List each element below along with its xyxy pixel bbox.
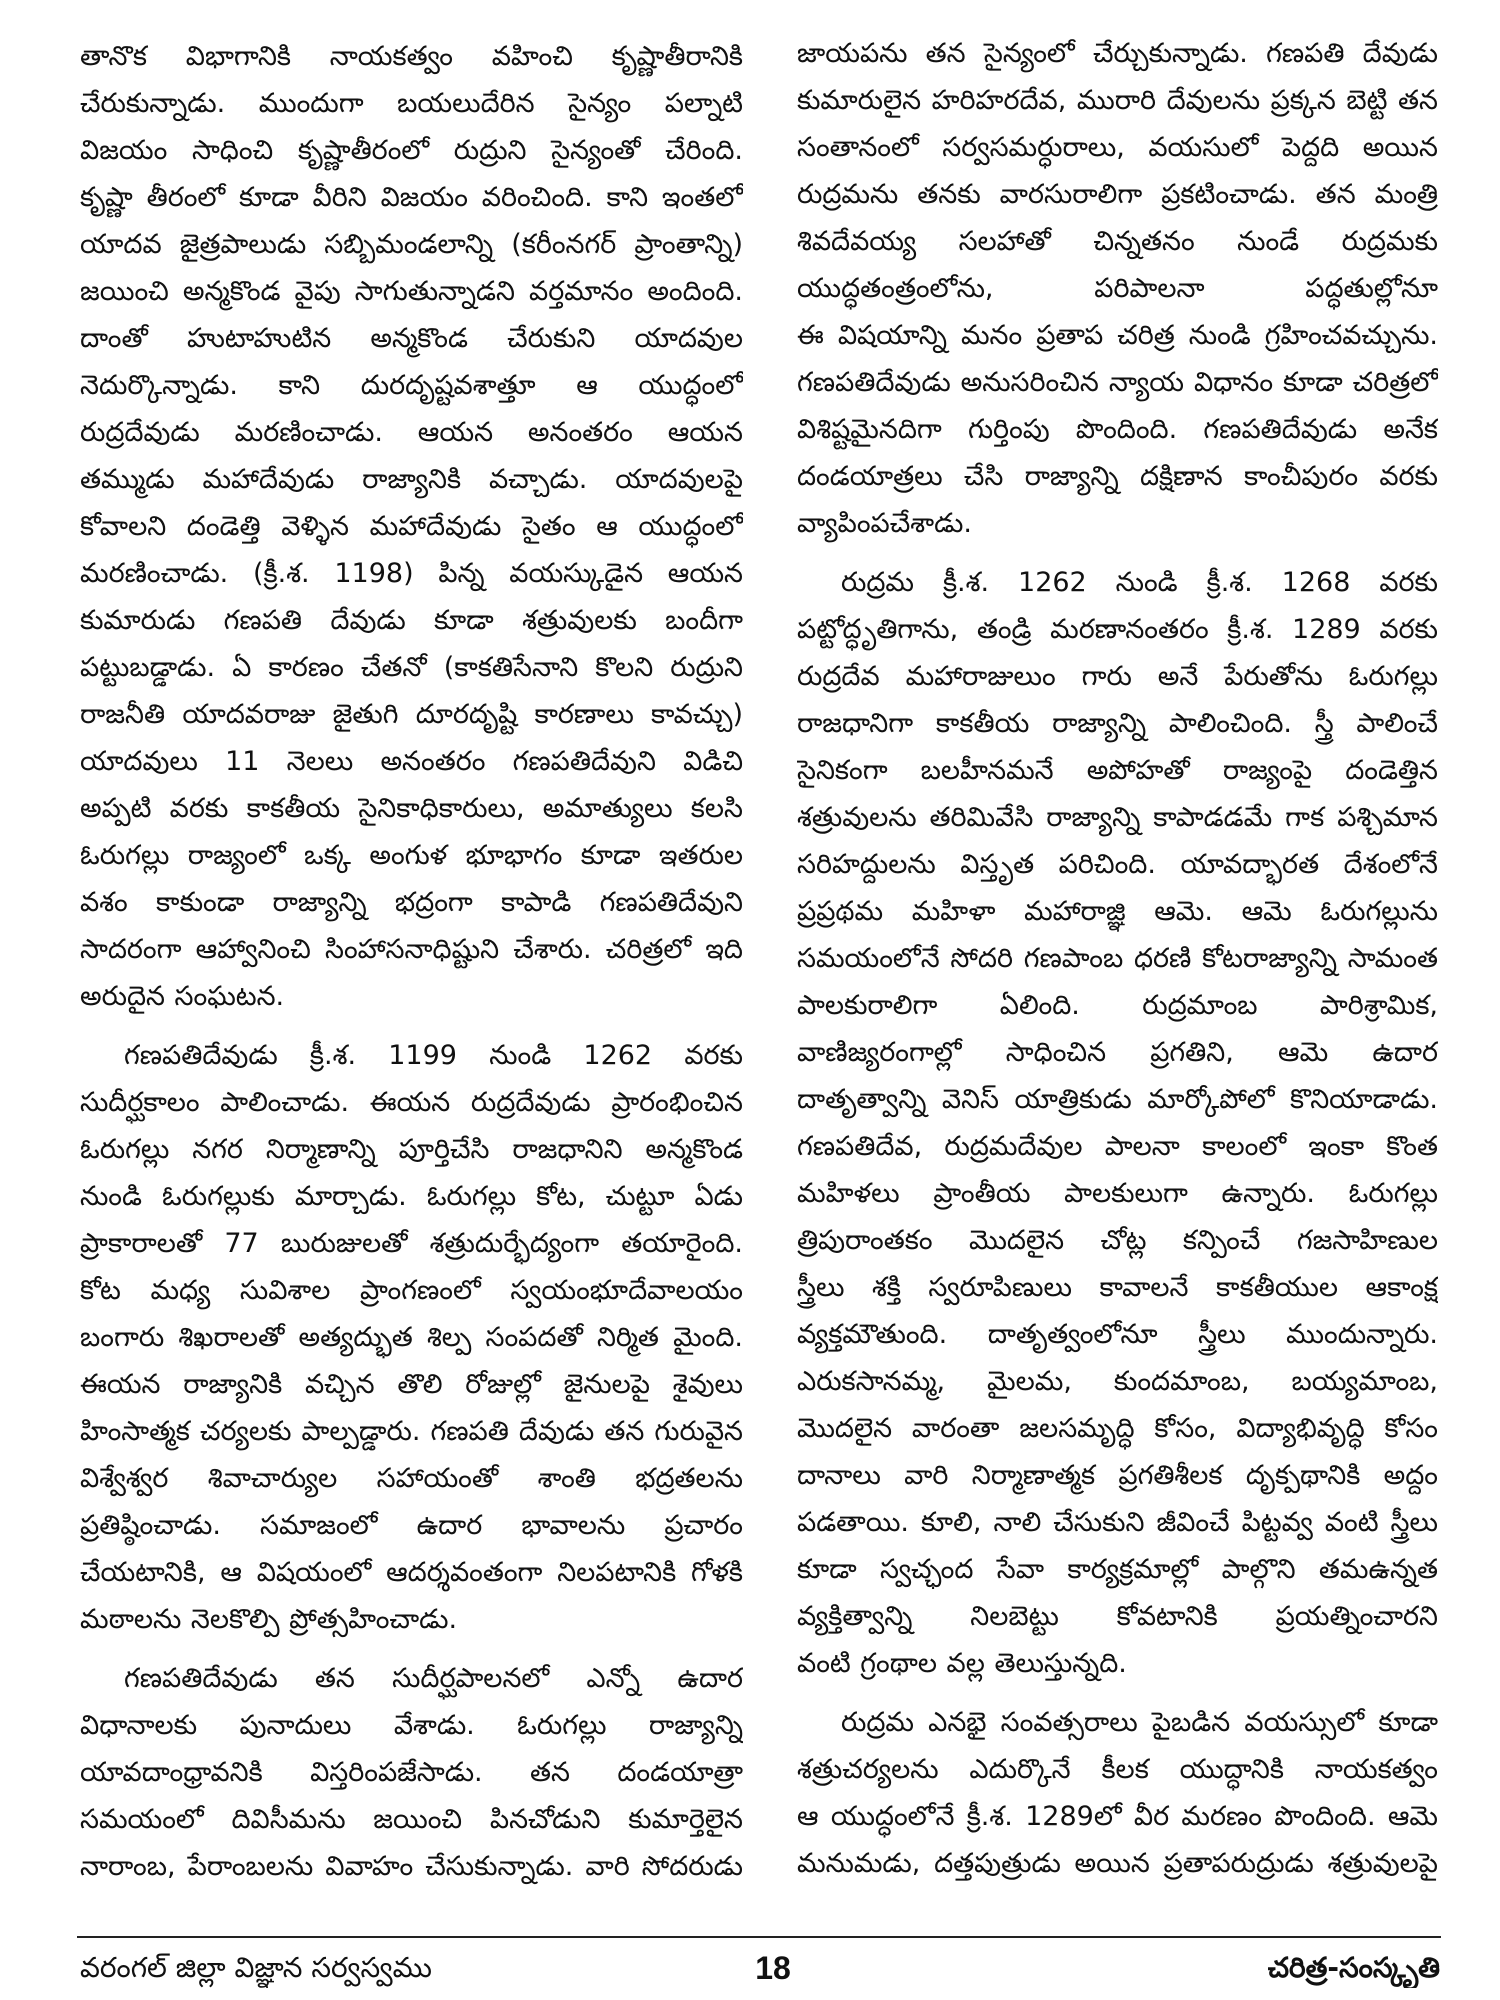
text-line: అరుదైన సంఘటన. — [80, 981, 285, 1012]
paragraph — [797, 559, 1438, 1687]
text-line: యాదవ జైత్రపాలుడు సబ్బిమండలాన్ని (కరీంనగర్ ప్రాంతాన్ని) — [80, 229, 743, 260]
footer-book-title: వరంగల్ జిల్లా విజ్ఞాన సర్వస్వము — [80, 1951, 432, 1984]
text-line: దానాలు వారి నిర్మాణాత్మక ప్రగతిశీలక దృక్పథానికి అద్దం — [797, 1460, 1438, 1491]
text-line: సాదరంగా ఆహ్వానించి సింహాసనాధిష్టుని చేశారు. చరిత్రలో ఇది — [80, 934, 743, 965]
text-line: దాంతో హుటాహుటిన అన్మకొండ చేరుకుని యాదవుల — [80, 323, 743, 354]
text-line: మొదలైన వారంతా జలసమృద్ధి కోసం, విద్యాభివృద్ధి కోసం — [797, 1413, 1438, 1444]
text-line: గణపతిదేవుడు అనుసరించిన న్యాయ విధానం కూడా చరిత్రలో — [797, 367, 1438, 398]
text-line: సంతానంలో సర్వసమర్ధురాలు, వయసులో పెద్దది అయిన — [797, 132, 1438, 163]
text-line: రుద్రమ క్రీ.శ. 1262 నుండి క్రీ.శ. 1268 వరకు — [841, 567, 1438, 598]
text-line: రుద్రమ ఎనభై సంవత్సరాలు పైబడిన వయస్సులో కూడా — [841, 1707, 1438, 1738]
text-line: త్రిపురాంతకం మొదలైన చోట్ల కన్పించే గజసాహిణుల — [797, 1225, 1438, 1256]
paragraph — [80, 1032, 743, 1643]
text-line: ఓరుగల్లు రాజ్యంలో ఒక్క అంగుళ భూభాగం కూడా ఇతరుల — [80, 840, 743, 871]
text-line: విశిష్టమైనదిగా గుర్తింపు పొందింది. గణపతిదేవుడు అనేక — [797, 414, 1438, 445]
text-line: సైనికంగా బలహీనమనే అపోహతో రాజ్యంపై దండెత్తిన — [797, 755, 1438, 786]
text-line: ఓరుగల్లు నగర నిర్మాణాన్ని పూర్తిచేసి రాజధానిని అన్మకొండ — [80, 1134, 743, 1165]
text-line: వశం కాకుండా రాజ్యాన్ని భద్రంగా కాపాడి గణపతిదేవుని — [80, 887, 743, 918]
text-line: ఈయన రాజ్యానికి వచ్చిన తొలి రోజుల్లో జైనులపై శైవులు — [80, 1369, 743, 1400]
text-line: ఈ విషయాన్ని మనం ప్రతాప చరిత్ర నుండి గ్రహించవచ్చును. — [797, 320, 1438, 351]
text-line: రాజనీతి యాదవరాజు జైతుగి దూరదృష్టి కారణాలు కావచ్చు) — [80, 699, 743, 730]
text-line: పట్టుబడ్డాడు. ఏ కారణం చేతనో (కాకతిసేనాని కొలని రుద్రుని — [80, 652, 743, 683]
text-line: విధానాలకు పునాదులు వేశాడు. ఓరుగల్లు రాజ్యాన్ని — [80, 1710, 743, 1741]
text-line: ప్రాకారాలతో 77 బురుజులతో శత్రుదుర్భేద్యంగా తయారైంది. — [80, 1228, 743, 1259]
text-line: దాతృత్వాన్ని వెనిస్ యాత్రికుడు మార్కోపోలో కొనియాడాడు. — [797, 1084, 1438, 1115]
text-line: మరణించాడు. (క్రీ.శ. 1198) పిన్న వయస్కుడైన ఆయన — [80, 558, 743, 589]
left-column — [80, 33, 743, 1902]
text-line: అప్పటి వరకు కాకతీయ సైనికాధికారులు, అమాత్యులు కలసి — [80, 793, 743, 824]
text-line: రాజధానిగా కాకతీయ రాజ్యాన్ని పాలించింది. స్త్రీ పాలించే — [797, 708, 1438, 739]
text-line: విశ్వేశ్వర శివాచార్యుల సహాయంతో శాంతి భద్రతలను — [80, 1463, 743, 1494]
text-line: తానొక విభాగానికి నాయకత్వం వహించి కృష్ణాతీరానికి — [80, 41, 743, 72]
text-line: సరిహద్దులను విస్తృత పరిచింది. యావద్భారత దేశంలోనే — [797, 849, 1438, 880]
text-line: కోవాలని దండెత్తి వెళ్ళిన మహాదేవుడు సైతం ఆ యుద్ధంలో — [80, 511, 743, 542]
text-line: ఎరుకసానమ్మ, మైలమ, కుందమాంబ, బయ్యమాంబ, — [797, 1366, 1438, 1397]
text-line: తమ్ముడు మహాదేవుడు రాజ్యానికి వచ్చాడు. యాదవులపై — [80, 464, 743, 495]
text-line: మఠాలను నెలకొల్పి ప్రోత్సహించాడు. — [80, 1604, 458, 1635]
text-line: కుమారులైన హరిహరదేవ, మురారి దేవులను ప్రక్కన బెట్టి తన — [797, 85, 1438, 116]
text-line: గణపతిదేవ, రుద్రమదేవుల పాలనా కాలంలో ఇంకా కొంత — [797, 1131, 1438, 1162]
text-line: యావదాంధ్రావనికి విస్తరింపజేసాడు. తన దండయాత్రా — [80, 1757, 743, 1788]
text-line: చేరుకున్నాడు. ముందుగా బయలుదేరిన సైన్యం పల్నాటి — [80, 88, 743, 119]
text-line: సుదీర్ఘకాలం పాలించాడు. ఈయన రుద్రదేవుడు ప్రారంభించిన — [80, 1087, 743, 1118]
text-line: వ్యాపింపచేశాడు. — [797, 508, 972, 539]
text-line: వంటి గ్రంథాల వల్ల తెలుస్తున్నది. — [797, 1648, 1127, 1679]
text-line: జాయపను తన సైన్యంలో చేర్చుకున్నాడు. గణపతి దేవుడు — [797, 38, 1438, 69]
text-line: ఆ యుద్ధంలోనే క్రీ.శ. 1289లో వీర మరణం పొందింది. ఆమె — [797, 1801, 1438, 1832]
text-line: స్త్రీలు శక్తి స్వరూపిణులు కావాలనే కాకతీయుల ఆకాంక్ష — [797, 1272, 1438, 1303]
paragraph — [80, 33, 743, 1020]
text-line: దండయాత్రలు చేసి రాజ్యాన్ని దక్షిణాన కాంచీపురం వరకు — [797, 461, 1438, 492]
text-line: యాదవులు 11 నెలలు అనంతరం గణపతిదేవుని విడిచి — [80, 746, 743, 777]
text-line: వ్యక్తమౌతుంది. దాతృత్వంలోనూ స్త్రీలు ముందున్నారు. — [797, 1319, 1438, 1350]
text-line: వ్యక్తిత్వాన్ని నిలబెట్టు కోవటానికి ప్రయత్నించారని — [797, 1601, 1438, 1632]
text-line: గణపతిదేవుడు క్రీ.శ. 1199 నుండి 1262 వరకు — [124, 1040, 743, 1071]
text-line: బంగారు శిఖరాలతో అత్యద్భుత శిల్ప సంపదతో నిర్మిత మైంది. — [80, 1322, 743, 1353]
text-line: గణపతిదేవుడు తన సుదీర్ఘపాలనలో ఎన్నో ఉదార — [124, 1663, 743, 1694]
text-line: రుద్రమను తనకు వారసురాలిగా ప్రకటించాడు. తన మంత్రి — [797, 179, 1438, 210]
text-line: ప్రప్రథమ మహిళా మహారాజ్ఞి ఆమె. ఆమె ఓరుగల్లును — [797, 896, 1438, 927]
paragraph — [797, 30, 1438, 547]
text-line: సమయంలోనే సోదరి గణపాంబ ధరణి కోటరాజ్యాన్ని సామంత — [797, 943, 1438, 974]
text-line: జయించి అన్మకొండ వైపు సాగుతున్నాడని వర్తమానం అందింది. — [80, 276, 743, 307]
text-line: కృష్ణా తీరంలో కూడా వీరిని విజయం వరించింది. కాని ఇంతలో — [80, 182, 743, 213]
text-line: పట్టోద్ధృతిగాను, తండ్రి మరణానంతరం క్రీ.శ. 1289 వరకు — [797, 614, 1438, 645]
footer-rule — [77, 1936, 1441, 1938]
footer-section-title: చరిత్ర-సంస్కృతి — [1267, 1951, 1440, 1984]
text-line: నెదుర్కొన్నాడు. కాని దురదృష్టవశాత్తూ ఆ యుద్ధంలో — [80, 370, 743, 401]
paragraph — [80, 1655, 743, 1890]
text-line: మహిళలు ప్రాంతీయ పాలకులుగా ఉన్నారు. ఓరుగల్లు — [797, 1178, 1438, 1209]
text-line: చేయటానికి, ఆ విషయంలో ఆదర్శవంతంగా నిలపటానికి గోళకి — [80, 1557, 743, 1588]
text-line: పాలకురాలిగా ఏలింది. రుద్రమాంబ పారిశ్రామిక, — [797, 990, 1438, 1021]
text-line: నుండి ఓరుగల్లుకు మార్చాడు. ఓరుగల్లు కోట, చుట్టూ ఏడు — [80, 1181, 743, 1212]
text-line: హింసాత్మక చర్యలకు పాల్పడ్డారు. గణపతి దేవుడు తన గురువైన — [80, 1416, 743, 1447]
paragraph — [797, 1699, 1438, 1887]
text-line: యుద్ధతంత్రంలోను, పరిపాలనా పద్ధతుల్లోనూ — [797, 273, 1438, 304]
text-line: శత్రువులను తరిమివేసి రాజ్యాన్ని కాపాడడమే గాక పశ్చిమాన — [797, 802, 1438, 833]
text-line: శివదేవయ్య సలహాతో చిన్నతనం నుండే రుద్రమకు — [797, 226, 1438, 257]
text-line: వాణిజ్యరంగాల్లో సాధించిన ప్రగతిని, ఆమె ఉదార — [797, 1037, 1438, 1068]
text-line: సమయంలో దివిసీమను జయించి పినచోడుని కుమార్తెలైన — [80, 1804, 743, 1835]
text-line: నారాంబ, పేరాంబలను వివాహం చేసుకున్నాడు. వారి సోదరుడు — [80, 1851, 743, 1882]
text-line: కుమారుడు గణపతి దేవుడు కూడా శత్రువులకు బందీగా — [80, 605, 743, 636]
text-line: విజయం సాధించి కృష్ణాతీరంలో రుద్రుని సైన్యంతో చేరింది. — [80, 135, 743, 166]
text-line: కూడా స్వచ్ఛంద సేవా కార్యక్రమాల్లో పాల్గొని తమఉన్నత — [797, 1554, 1438, 1585]
text-line: పడతాయి. కూలి, నాలి చేసుకుని జీవించే పిట్టవ్వ వంటి స్త్రీలు — [797, 1507, 1438, 1538]
page-number: 18 — [755, 1950, 791, 1986]
text-line: ప్రతిష్ఠించాడు. సమాజంలో ఉదార భావాలను ప్రచారం — [80, 1510, 743, 1541]
text-line: శత్రుచర్యలను ఎదుర్కొనే కీలక యుద్ధానికి నాయకత్వం — [797, 1754, 1438, 1785]
text-line: కోట మధ్య సువిశాల ప్రాంగణంలో స్వయంభూదేవాలయం — [80, 1275, 743, 1306]
text-line: రుద్రదేవ మహారాజులుం గారు అనే పేరుతోను ఓరుగల్లు — [797, 661, 1438, 692]
text-line: రుద్రదేవుడు మరణించాడు. ఆయన అనంతరం ఆయన — [80, 417, 743, 448]
right-column — [797, 30, 1438, 1899]
text-line: మనుమడు, దత్తపుత్రుడు అయిన ప్రతాపరుద్రుడు శత్రువులపై — [797, 1848, 1438, 1879]
